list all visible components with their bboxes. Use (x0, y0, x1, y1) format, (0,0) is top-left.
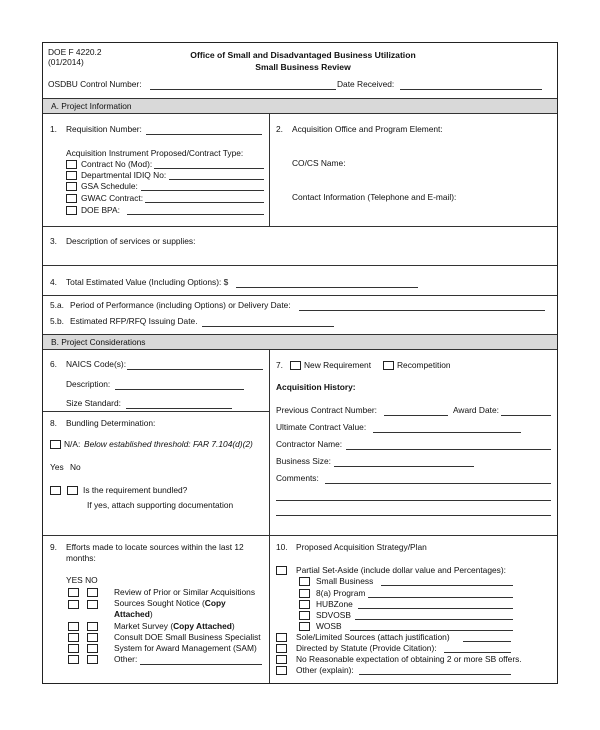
sources-yes-checkbox[interactable] (68, 600, 79, 609)
statute-checkbox[interactable] (276, 644, 287, 653)
contractor-name-label: Contractor Name: (276, 439, 343, 449)
review-yes-checkbox[interactable] (68, 588, 79, 597)
consult-label: Consult DOE Small Business Specialist (114, 632, 261, 642)
partial-set-aside-checkbox[interactable] (276, 566, 287, 575)
date-received-field[interactable] (400, 89, 542, 90)
idiq-label: Departmental IDIQ No: (81, 170, 167, 180)
gsa-label: GSA Schedule: (81, 181, 138, 191)
market-yes-checkbox[interactable] (68, 622, 79, 631)
divider (43, 295, 557, 296)
sources-sought-text: Sources Sought Notice ( (114, 598, 205, 608)
bundled-yes-checkbox[interactable] (50, 486, 61, 495)
divider (43, 535, 557, 536)
sources-sought-label (114, 599, 226, 609)
market-survey-text: Market Survey ( (114, 621, 174, 631)
sdvosb-label: SDVOSB (316, 610, 351, 620)
market-survey-close: ) (231, 621, 235, 631)
yes-no-header: YES NO (66, 575, 98, 585)
consult-yes-checkbox[interactable] (68, 633, 79, 642)
comments-label: Comments: (276, 473, 319, 483)
business-size-field[interactable] (334, 466, 474, 467)
small-business-label: Small Business (316, 576, 374, 586)
q5a-number: 5.a. (50, 300, 64, 310)
bundled-no-checkbox[interactable] (67, 486, 78, 495)
instrument-label: Acquisition Instrument Proposed/Contract Type: (66, 148, 244, 158)
sdvosb-field[interactable] (355, 619, 513, 620)
doe-bpa-field[interactable] (127, 214, 264, 215)
naics-field[interactable] (127, 369, 263, 370)
q7-number: 7. (276, 360, 283, 370)
divider (269, 114, 270, 226)
contract-no-label: Contract No (Mod): (81, 159, 153, 169)
attached-close: ) (149, 609, 153, 619)
divider (43, 411, 269, 412)
ultimate-value-field[interactable] (373, 432, 521, 433)
acquisition-history-title: Acquisition History: (276, 382, 356, 392)
other-explain-label: Other (explain): (296, 665, 354, 675)
gwac-label: GWAC Contract: (81, 193, 144, 203)
wosb-field[interactable] (350, 630, 513, 631)
naics-label: NAICS Code(s): (66, 359, 127, 369)
review-prior-label: Review of Prior or Similar Acquisitions (114, 587, 256, 597)
bundling-na-checkbox[interactable] (50, 440, 61, 449)
idiq-field[interactable] (169, 179, 264, 180)
osdbu-control-label: OSDBU Control Number: (48, 79, 142, 89)
award-date-field[interactable] (501, 415, 551, 416)
consult-no-checkbox[interactable] (87, 633, 98, 642)
divider (269, 535, 270, 683)
contract-no-field[interactable] (154, 168, 264, 169)
q9-number: 9. (50, 542, 57, 552)
total-value-label: Total Estimated Value (Including Options): $ (66, 277, 229, 287)
total-value-field[interactable] (236, 287, 418, 288)
partial-set-aside-label: Partial Set-Aside (include dollar value and Percentages): (296, 565, 506, 575)
8a-field[interactable] (368, 597, 513, 598)
new-requirement-label: New Requirement (304, 360, 372, 370)
gwac-checkbox[interactable] (66, 194, 77, 203)
section-a-header (43, 98, 557, 114)
comments-field-2[interactable] (276, 500, 551, 501)
bundled-question: Is the requirement bundled? (83, 485, 188, 495)
comments-field[interactable] (325, 483, 551, 484)
hubzone-label: HUBZone (316, 599, 353, 609)
doe-form-4220-2 (42, 42, 558, 684)
rfp-date-field[interactable] (202, 326, 334, 327)
divider (269, 350, 270, 535)
new-requirement-checkbox[interactable] (290, 361, 301, 370)
no-header: No (70, 462, 81, 472)
no-reasonable-label: No Reasonable expectation of obtaining 2 or more SB offers. (296, 654, 522, 664)
prev-contract-field[interactable] (384, 415, 448, 416)
business-size-label: Business Size: (276, 456, 331, 466)
ultimate-value-label: Ultimate Contract Value: (276, 422, 367, 432)
review-no-checkbox[interactable] (87, 588, 98, 597)
other-label: Other: (114, 654, 138, 664)
rfp-date-label: Estimated RFP/RFQ Issuing Date. (70, 316, 198, 326)
other-no-checkbox[interactable] (87, 655, 98, 664)
gsa-checkbox[interactable] (66, 182, 77, 191)
statute-label: Directed by Statute (Provide Citation): (296, 643, 437, 653)
yes-header: Yes (50, 462, 64, 472)
date-received-label: Date Received: (337, 79, 395, 89)
award-date-label: Award Date: (453, 405, 499, 415)
co-cs-name-label: CO/CS Name: (292, 158, 346, 168)
recompetition-checkbox[interactable] (383, 361, 394, 370)
q8-number: 8. (50, 418, 57, 428)
bundled-note: If yes, attach supporting documentation (87, 500, 234, 510)
q4-number: 4. (50, 277, 57, 287)
recompetition-label: Recompetition (397, 360, 451, 370)
sole-source-label: Sole/Limited Sources (attach justification) (296, 632, 450, 642)
copy-text: Copy (204, 598, 226, 608)
divider (43, 226, 557, 227)
q5b-number: 5.b. (50, 316, 64, 326)
sam-label: System for Award Management (SAM) (114, 643, 257, 653)
period-performance-label: Period of Performance (including Options) or Delivery Date: (70, 300, 291, 310)
form-title: Office of Small and Disadvantaged Business Utilization (190, 50, 416, 60)
q10-number: 10. (276, 542, 288, 552)
q6-number: 6. (50, 359, 57, 369)
market-survey-label (114, 622, 235, 632)
other-explain-field[interactable] (359, 674, 511, 675)
copy-attached-text: Copy Attached (173, 621, 232, 631)
sole-source-field[interactable] (463, 641, 511, 642)
wosb-checkbox[interactable] (299, 622, 310, 631)
efforts-label-1: Efforts made to locate sources within the last 12 (66, 542, 244, 552)
q1-number: 1. (50, 124, 57, 134)
sole-source-checkbox[interactable] (276, 633, 287, 642)
form-date: (01/2014) (48, 57, 84, 67)
bundling-na-text: Below established threshold: FAR 7.104(d)(2) (84, 439, 253, 449)
contract-no-checkbox[interactable] (66, 160, 77, 169)
bundling-label: Bundling Determination: (66, 418, 156, 428)
attached-text: Attached (114, 609, 150, 619)
section-b-title: B. Project Considerations (51, 337, 146, 347)
contact-info-label: Contact Information (Telephone and E-mail): (292, 192, 457, 202)
8a-label: 8(a) Program (316, 588, 366, 598)
size-standard-field[interactable] (126, 408, 232, 409)
sam-yes-checkbox[interactable] (68, 644, 79, 653)
divider (43, 265, 557, 266)
other-yes-checkbox[interactable] (68, 655, 79, 664)
section-b-header (43, 334, 557, 350)
acq-office-label: Acquisition Office and Program Element: (292, 124, 443, 134)
section-a-title: A. Project Information (51, 101, 132, 111)
sam-no-checkbox[interactable] (87, 644, 98, 653)
hubzone-checkbox[interactable] (299, 600, 310, 609)
description-services-label: Description of services or supplies: (66, 236, 196, 246)
small-business-field[interactable] (381, 585, 513, 586)
sources-no-checkbox[interactable] (87, 600, 98, 609)
small-business-checkbox[interactable] (299, 577, 310, 586)
size-standard-label: Size Standard: (66, 398, 121, 408)
doe-bpa-checkbox[interactable] (66, 206, 77, 215)
form-subtitle: Small Business Review (255, 62, 351, 72)
q2-number: 2. (276, 124, 283, 134)
strategy-label: Proposed Acquisition Strategy/Plan (296, 542, 427, 552)
other-explain-checkbox[interactable] (276, 666, 287, 675)
period-performance-field[interactable] (299, 310, 545, 311)
doe-bpa-label: DOE BPA: (81, 205, 120, 215)
idiq-checkbox[interactable] (66, 171, 77, 180)
market-no-checkbox[interactable] (87, 622, 98, 631)
no-reasonable-checkbox[interactable] (276, 655, 287, 664)
prev-contract-label: Previous Contract Number: (276, 405, 378, 415)
wosb-label: WOSB (316, 621, 342, 631)
requisition-field[interactable] (146, 134, 262, 135)
other-field[interactable] (140, 664, 262, 665)
hubzone-field[interactable] (358, 608, 513, 609)
description-label: Description: (66, 379, 111, 389)
description-field[interactable] (115, 389, 244, 390)
sdvosb-checkbox[interactable] (299, 611, 310, 620)
attached-label (114, 610, 153, 620)
gsa-field[interactable] (141, 190, 264, 191)
statute-field[interactable] (444, 652, 511, 653)
comments-field-3[interactable] (276, 515, 551, 516)
requisition-label: Requisition Number: (66, 124, 142, 134)
contractor-name-field[interactable] (346, 449, 551, 450)
q3-number: 3. (50, 236, 57, 246)
efforts-label-2: months: (66, 553, 96, 563)
osdbu-control-field[interactable] (150, 89, 336, 90)
8a-checkbox[interactable] (299, 589, 310, 598)
gwac-field[interactable] (145, 202, 264, 203)
bundling-na-prefix: N/A: (64, 439, 81, 449)
form-number: DOE F 4220.2 (48, 47, 102, 57)
